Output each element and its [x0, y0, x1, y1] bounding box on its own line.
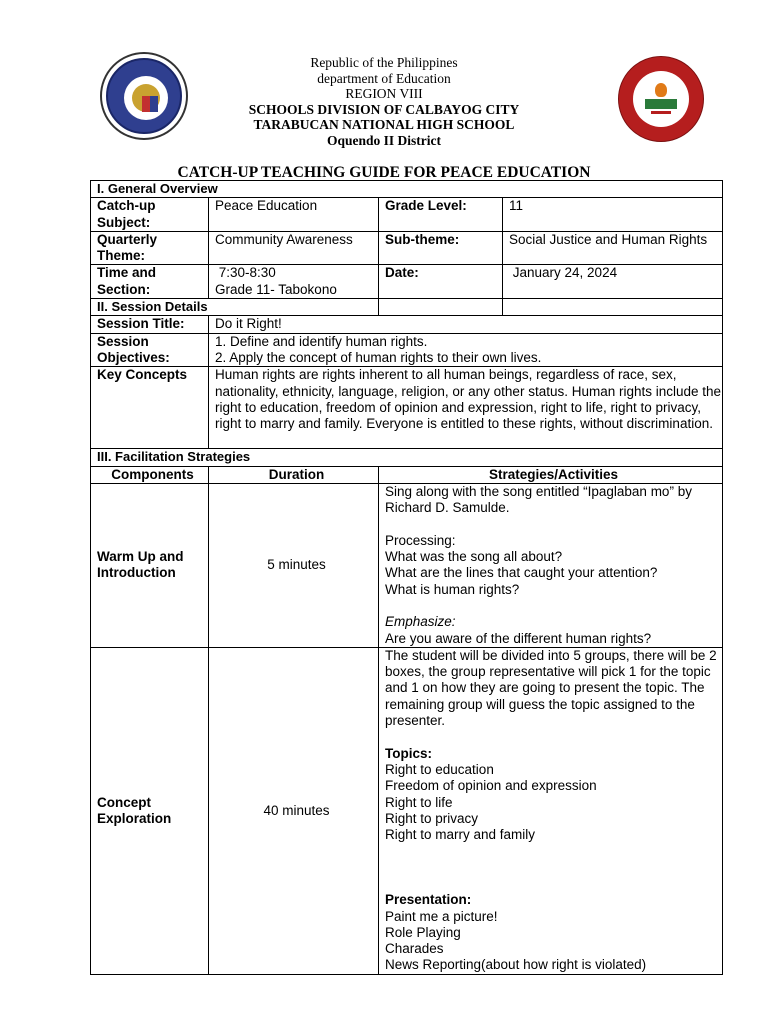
topic-item: Right to life: [385, 794, 453, 810]
label-session-objectives: Session Objectives:: [91, 333, 209, 367]
activity-song: Sing along with the song entitled “Ipaglaban mo” by Richard D. Samulde.: [385, 483, 692, 516]
presentation-label: Presentation:: [385, 892, 472, 908]
section-session-details: II. Session Details: [91, 299, 379, 316]
header-district: Oquendo II District: [326, 132, 441, 148]
duration-concept-exploration: 40 minutes: [209, 647, 379, 974]
topic-item: Freedom of opinion and expression: [385, 778, 597, 794]
presentation-item: Role Playing: [385, 924, 461, 940]
duration-warm-up: 5 minutes: [209, 483, 379, 647]
activities-warm-up: [379, 483, 723, 647]
value-session-objectives: [209, 333, 723, 367]
topic-item: Right to education: [385, 761, 494, 777]
processing-question: What was the song all about?: [385, 549, 563, 565]
presentation-item: Paint me a picture!: [385, 908, 498, 924]
label-session-title: Session Title:: [91, 316, 209, 333]
empty-cell: [503, 299, 723, 316]
value-date: January 24, 2024: [503, 265, 723, 299]
processing-label: Processing:: [385, 532, 456, 548]
label-subtheme: Sub-theme:: [379, 231, 503, 265]
presentation-item: Charades: [385, 941, 444, 957]
value-quarterly-theme: Community Awareness: [209, 231, 379, 265]
processing-question: What are the lines that caught your attention?: [385, 565, 658, 581]
objective-item: 2. Apply the concept of human rights to their own lives.: [215, 349, 542, 365]
header-department: department of Education: [317, 70, 451, 86]
emphasize-label: Emphasize:: [385, 614, 456, 630]
value-session-title: Do it Right!: [209, 316, 723, 333]
label-date: Date:: [379, 265, 503, 299]
value-key-concepts: Human rights are rights inherent to all human beings, regardless of race, sex, nationality, ethnicity, language, religion, or any other status. Human rights include the right to education, freedom of opinion and expression, right to life, right to privacy, right to marry and family. Everyone is entitled to these rights, without discrimination.: [209, 367, 723, 449]
header-division: SCHOOLS DIVISION OF CALBAYOG CITY: [248, 101, 520, 117]
component-concept-exploration: Concept Exploration: [91, 647, 209, 974]
topic-item: Right to privacy: [385, 810, 479, 826]
exploration-intro: The student will be divided into 5 groups, there will be 2 boxes, the group representative will pick 1 for the topic and 1 on how they are going to present the topic. The remaining group will guess the topic assigned to the presenter.: [385, 647, 717, 729]
label-time-section: Time and Section:: [91, 265, 209, 299]
section-general-overview: I. General Overview: [91, 181, 723, 198]
objective-item: 1. Define and identify human rights.: [215, 333, 428, 349]
teaching-guide-table: [90, 180, 723, 975]
document-title: CATCH-UP TEACHING GUIDE FOR PEACE EDUCATION: [177, 164, 591, 181]
letterhead: [0, 55, 768, 148]
value-subject: Peace Education: [209, 198, 379, 232]
activities-concept-exploration: [379, 647, 723, 974]
header-region: REGION VIII: [345, 86, 423, 101]
column-header-strategies: Strategies/Activities: [379, 466, 723, 483]
processing-question: What is human rights?: [385, 581, 520, 597]
component-warm-up: Warm Up and Introduction: [91, 483, 209, 647]
section-facilitation-strategies: III. Facilitation Strategies: [91, 449, 723, 466]
header-school: TARABUCAN NATIONAL HIGH SCHOOL: [253, 117, 515, 132]
value-subtheme: Social Justice and Human Rights: [503, 231, 723, 265]
label-quarterly-theme: Quarterly Theme:: [91, 231, 209, 265]
empty-cell: [379, 299, 503, 316]
presentation-item: News Reporting(about how right is violated): [385, 957, 647, 973]
column-header-duration: Duration: [209, 466, 379, 483]
header-republic: Republic of the Philippines: [310, 55, 458, 70]
topics-label: Topics:: [385, 745, 432, 761]
value-time-section: [209, 265, 379, 299]
label-grade-level: Grade Level:: [379, 198, 503, 232]
topic-item: Right to marry and family: [385, 827, 536, 843]
label-catchup-subject: Catch-up Subject:: [91, 198, 209, 232]
emphasize-question: Are you aware of the different human rights?: [385, 630, 652, 646]
label-key-concepts: Key Concepts: [91, 367, 209, 449]
value-grade-level: 11: [503, 198, 723, 232]
value-time: 7:30-8:30: [215, 265, 276, 281]
value-section: Grade 11- Tabokono: [215, 281, 337, 297]
column-header-components: Components: [91, 466, 209, 483]
